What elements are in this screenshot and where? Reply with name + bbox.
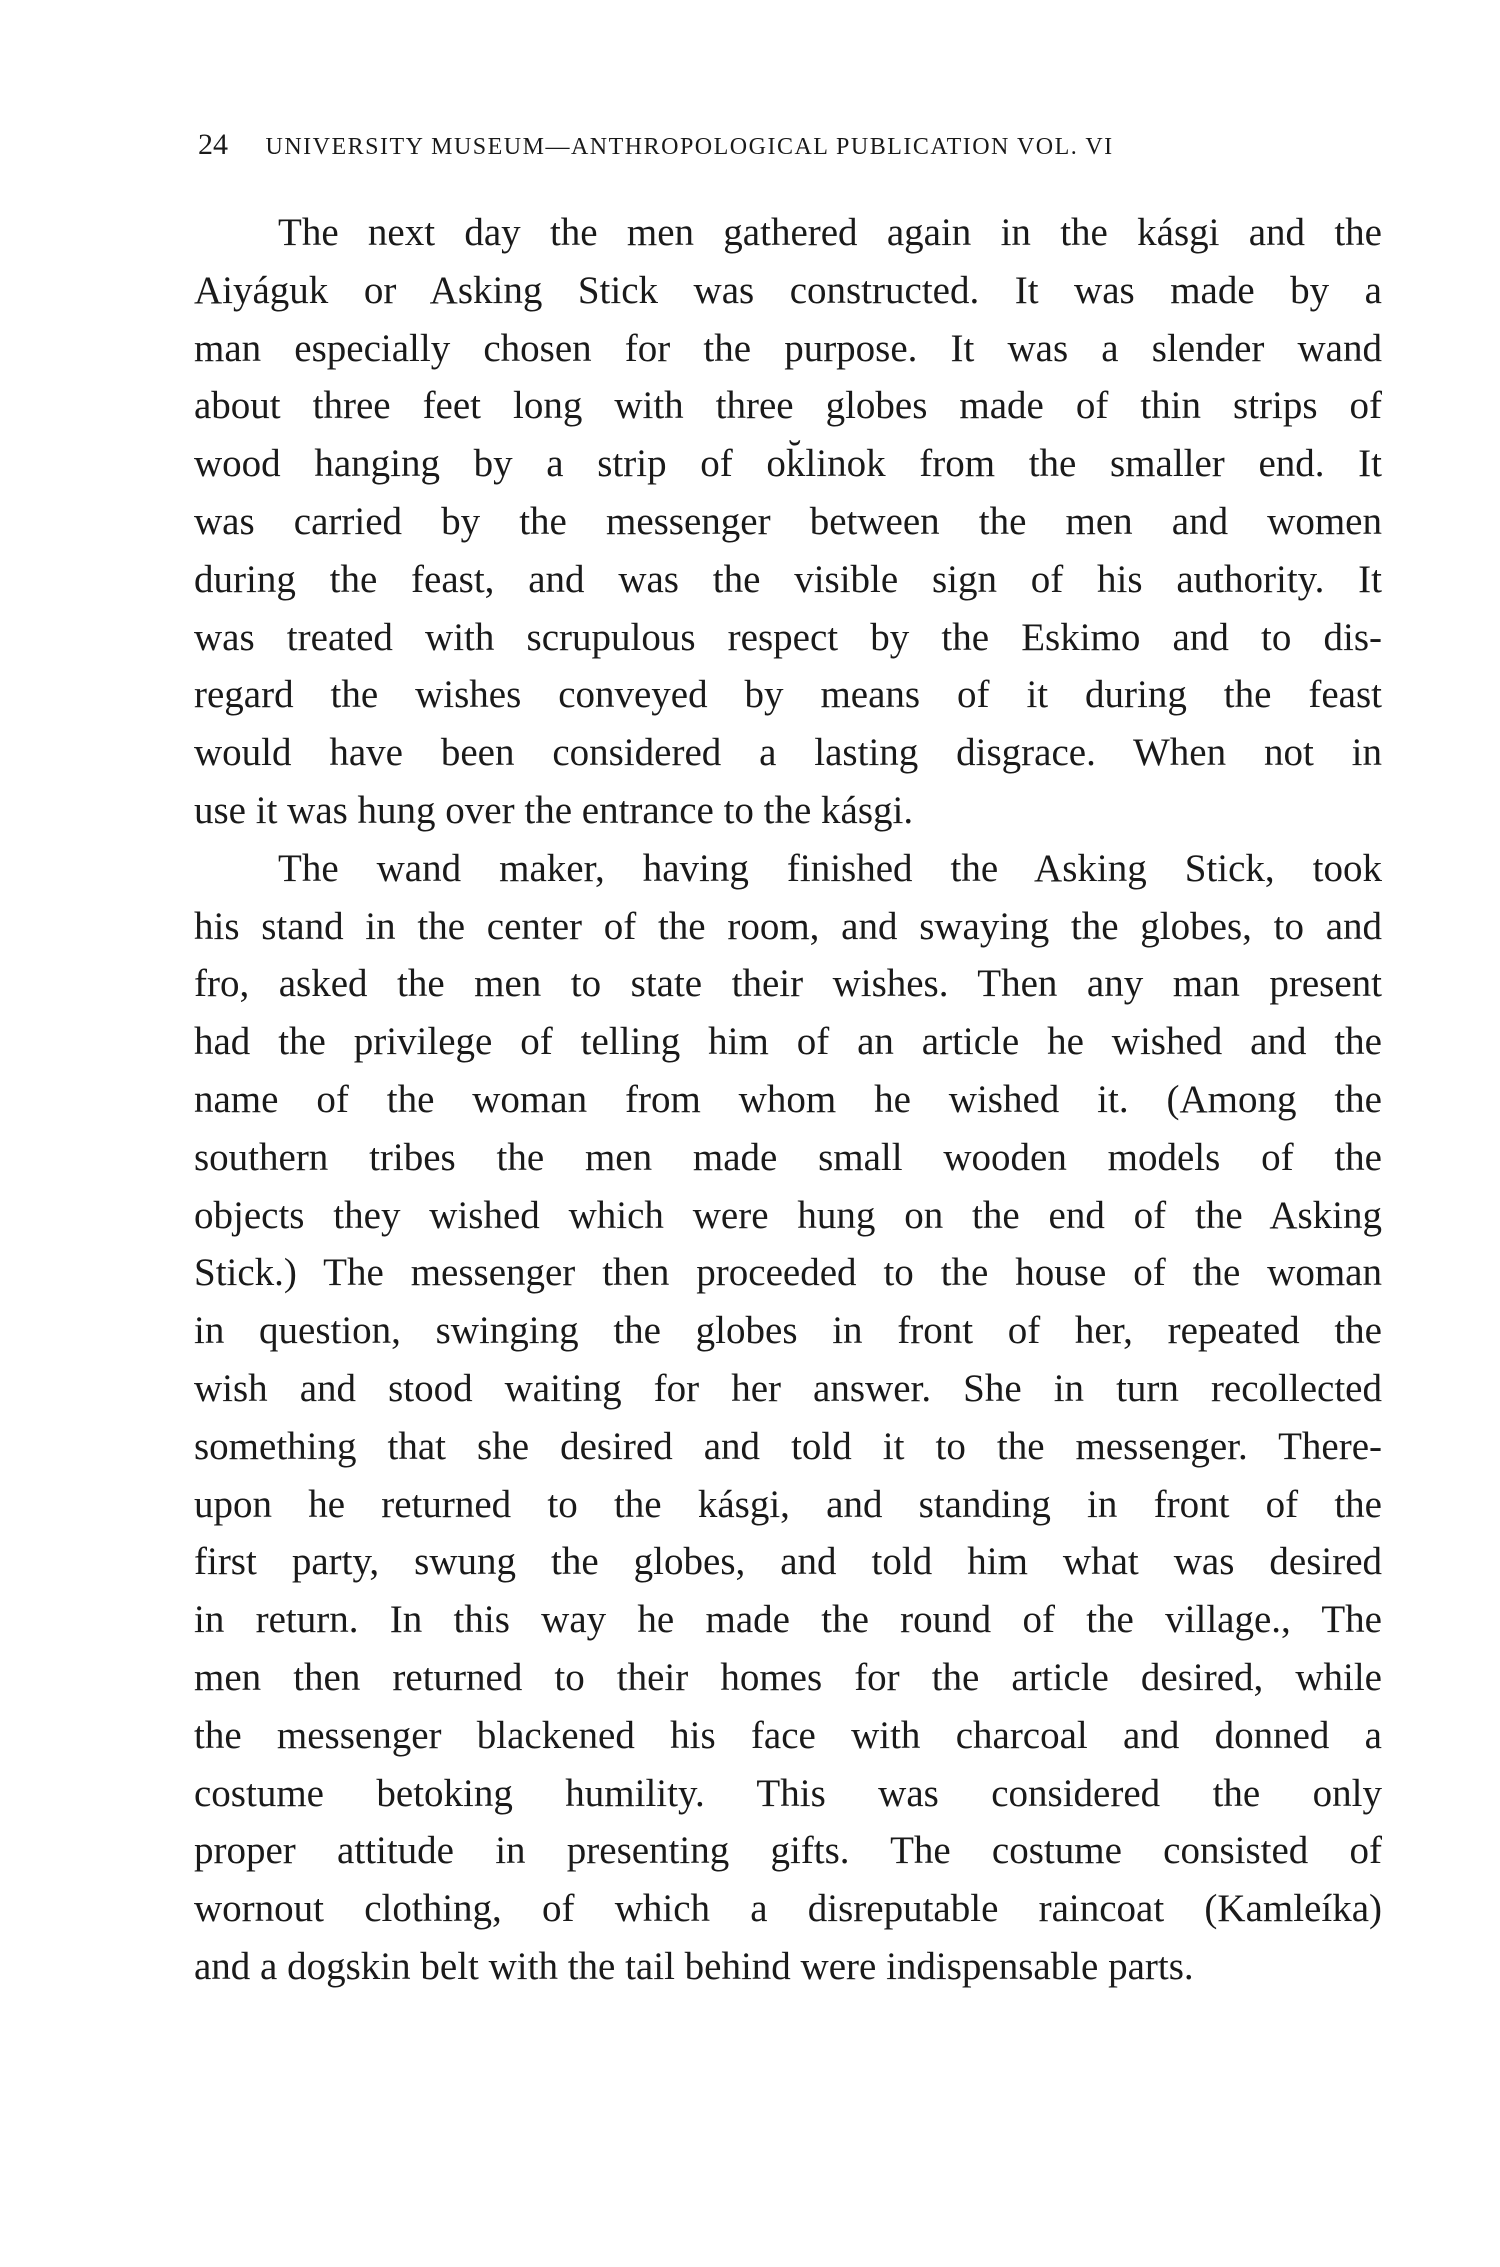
text-line: in return. In this way he made the round of the village., The (194, 1598, 1382, 1642)
text-line: in question, swinging the globes in front of her, repeated the (194, 1309, 1382, 1353)
text-line: and a dogskin belt with the tail behind were indispensable parts. (194, 1944, 1194, 1988)
text-line: his stand in the center of the room, and swaying the globes, to and (194, 904, 1382, 948)
paragraph (194, 204, 1382, 840)
running-header (198, 128, 1298, 162)
text-line: during the feast, and was the visible sign of his authority. It (194, 557, 1382, 601)
text-line: first party, swung the globes, and told him what was desired (194, 1540, 1382, 1584)
text-line: was treated with scrupulous respect by the Eskimo and to dis- (194, 615, 1382, 659)
running-title: UNIVERSITY MUSEUM—ANTHROPOLOGICAL PUBLICATION VOL. VI (265, 134, 1114, 160)
text-line: The wand maker, having finished the Asking Stick, took (278, 846, 1382, 890)
text-line: costume betoking humility. This was considered the only (194, 1771, 1382, 1815)
text-line: southern tribes the men made small wooden models of the (194, 1135, 1382, 1179)
text-line: man especially chosen for the purpose. It was a slender wand (194, 326, 1382, 370)
body-text (194, 204, 1382, 1996)
text-line: wish and stood waiting for her answer. She in turn recollected (194, 1366, 1382, 1410)
text-line: upon he returned to the kásgi, and standing in front of the (194, 1482, 1382, 1526)
text-line: about three feet long with three globes made of thin strips of (194, 384, 1382, 428)
text-line: name of the woman from whom he wished it. (Among the (194, 1077, 1382, 1121)
text-line: objects they wished which were hung on the end of the Asking (194, 1193, 1382, 1237)
text-line: had the privilege of telling him of an article he wished and the (194, 1020, 1382, 1064)
text-line: something that she desired and told it to the messenger. There- (194, 1424, 1382, 1468)
text-line: wornout clothing, of which a disreputable raincoat (Kamleíka) (194, 1887, 1382, 1931)
text-line: wood hanging by a strip of ok̆linok from the smaller end. It (194, 442, 1382, 486)
text-line: use it was hung over the entrance to the kásgi. (194, 788, 914, 832)
text-line: Aiyáguk or Asking Stick was constructed. It was made by a (194, 268, 1382, 312)
text-line: was carried by the messenger between the men and women (194, 499, 1382, 543)
text-line: regard the wishes conveyed by means of it during the feast (194, 673, 1382, 717)
text-line: the messenger blackened his face with charcoal and donned a (194, 1713, 1382, 1757)
text-line: men then returned to their homes for the article desired, while (194, 1655, 1382, 1699)
text-line: proper attitude in presenting gifts. The costume consisted of (194, 1829, 1382, 1873)
paragraph (194, 840, 1382, 1996)
text-line: Stick.) The messenger then proceeded to the house of the woman (194, 1251, 1382, 1295)
page-number: 24 (198, 128, 228, 161)
text-line: The next day the men gathered again in the kásgi and the (278, 211, 1382, 254)
text-line: fro, asked the men to state their wishes. Then any man present (194, 962, 1382, 1006)
text-line: would have been considered a lasting disgrace. When not in (194, 731, 1382, 775)
